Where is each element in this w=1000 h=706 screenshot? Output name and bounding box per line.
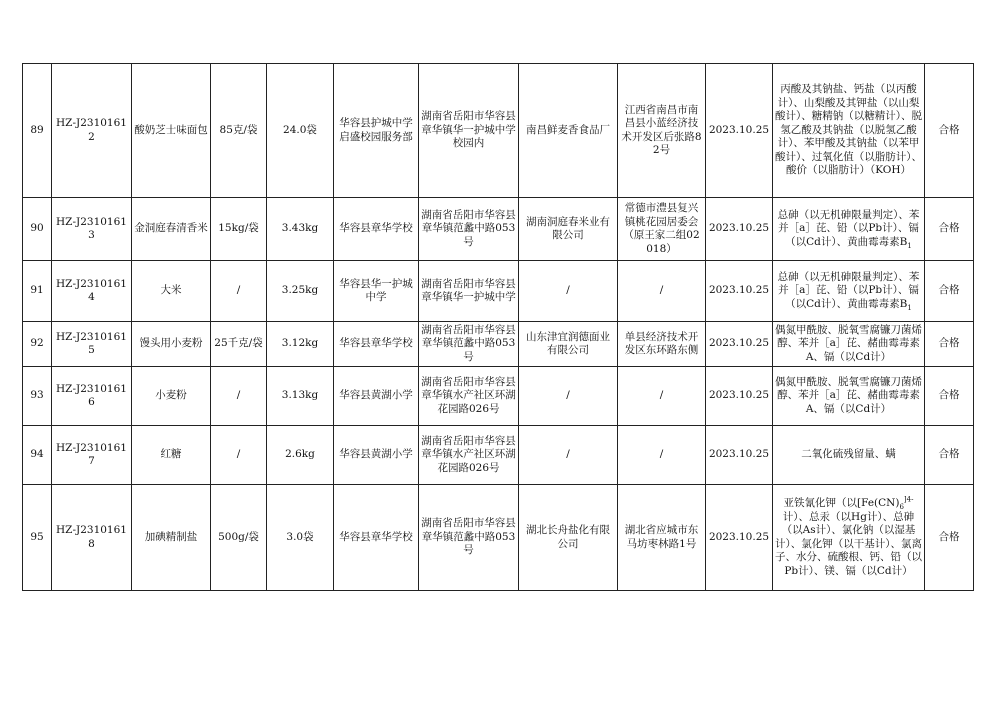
inspection-items: 偶氮甲酰胺、脱氧雪腐镰刀菌烯醇、苯并［a］芘、赭曲霉毒素A、镉（以Cd计） bbox=[773, 322, 925, 367]
table-row bbox=[23, 485, 974, 591]
sampling-date: 2023.10.25 bbox=[706, 367, 773, 426]
sample-code: HZ-J23101616 bbox=[52, 367, 132, 426]
sample-quantity: 3.0袋 bbox=[267, 485, 334, 591]
row-number: 95 bbox=[23, 485, 52, 591]
result: 合格 bbox=[925, 261, 974, 322]
table-row bbox=[23, 198, 974, 261]
product-name: 小麦粉 bbox=[132, 367, 211, 426]
result: 合格 bbox=[925, 485, 974, 591]
sampled-unit: 华容县护城中学启盛校园服务部 bbox=[334, 64, 419, 198]
product-name: 红糖 bbox=[132, 426, 211, 485]
result: 合格 bbox=[925, 64, 974, 198]
manufacturer-address: / bbox=[618, 426, 706, 485]
inspection-items: 丙酸及其钠盐、钙盐（以丙酸计）、山梨酸及其钾盐（以山梨酸计）、糖精钠（以糖精计）、脱氢乙酸及其钠盐（以脱氢乙酸计）、苯甲酸及其钠盐（以苯甲酸计）、过氧化值（以脂肪计）、酸价（以脂肪计）（KOH） bbox=[773, 64, 925, 198]
manufacturer: / bbox=[519, 426, 618, 485]
sampling-date: 2023.10.25 bbox=[706, 322, 773, 367]
manufacturer-address: / bbox=[618, 367, 706, 426]
manufacturer: 湖北长舟盐化有限公司 bbox=[519, 485, 618, 591]
specification: 85克/袋 bbox=[211, 64, 267, 198]
row-number: 91 bbox=[23, 261, 52, 322]
manufacturer-address: 江西省南昌市南昌县小蓝经济技术开发区后张路82号 bbox=[618, 64, 706, 198]
manufacturer: 湖南洞庭春米业有限公司 bbox=[519, 198, 618, 261]
sampled-unit: 华容县章华学校 bbox=[334, 198, 419, 261]
sampled-address: 湖南省岳阳市华容县章华镇范蠡中路053号 bbox=[419, 485, 519, 591]
result: 合格 bbox=[925, 426, 974, 485]
sample-code: HZ-J23101612 bbox=[52, 64, 132, 198]
sampled-address: 湖南省岳阳市华容县章华镇范蠡中路053号 bbox=[419, 198, 519, 261]
manufacturer: / bbox=[519, 261, 618, 322]
sampled-address: 湖南省岳阳市华容县章华镇华一护城中学 bbox=[419, 261, 519, 322]
row-number: 90 bbox=[23, 198, 52, 261]
sample-quantity: 3.13kg bbox=[267, 367, 334, 426]
sample-code: HZ-J23101617 bbox=[52, 426, 132, 485]
product-name: 金洞庭春清香米 bbox=[132, 198, 211, 261]
sample-quantity: 24.0袋 bbox=[267, 64, 334, 198]
product-name: 加碘精制盐 bbox=[132, 485, 211, 591]
manufacturer: 山东津宜润德面业有限公司 bbox=[519, 322, 618, 367]
product-name: 馒头用小麦粉 bbox=[132, 322, 211, 367]
sample-quantity: 3.12kg bbox=[267, 322, 334, 367]
manufacturer: / bbox=[519, 367, 618, 426]
inspection-items-text: 总砷（以无机砷限量判定）、苯并［a］芘、铅（以Pb计）、镉（以Cd计）、黄曲霉毒素B bbox=[777, 208, 920, 248]
table-row bbox=[23, 426, 974, 485]
sample-quantity: 3.43kg bbox=[267, 198, 334, 261]
inspection-items-text-cont: 计）、总汞（以Hg计）、总砷（以As计）、氯化钠（以湿基计）、氯化钾（以干基计）、氯离子、水分、硫酸根、钙、铅（以Pb计）、镁、镉（以Cd计） bbox=[775, 510, 922, 577]
specification: / bbox=[211, 367, 267, 426]
subscript: 1 bbox=[907, 241, 912, 250]
result: 合格 bbox=[925, 322, 974, 367]
sampling-date: 2023.10.25 bbox=[706, 261, 773, 322]
table-row bbox=[23, 261, 974, 322]
manufacturer-address: 湖北省应城市东马坊枣林路1号 bbox=[618, 485, 706, 591]
row-number: 92 bbox=[23, 322, 52, 367]
row-number: 94 bbox=[23, 426, 52, 485]
specification: / bbox=[211, 261, 267, 322]
product-name: 酸奶芝士味面包 bbox=[132, 64, 211, 198]
sample-quantity: 3.25kg bbox=[267, 261, 334, 322]
sampling-date: 2023.10.25 bbox=[706, 64, 773, 198]
manufacturer-address: 单县经济技术开发区东环路东侧 bbox=[618, 322, 706, 367]
row-number: 89 bbox=[23, 64, 52, 198]
table-row bbox=[23, 367, 974, 426]
inspection-items: 偶氮甲酰胺、脱氧雪腐镰刀菌烯醇、苯并［a］芘、赭曲霉毒素A、镉（以Cd计） bbox=[773, 367, 925, 426]
manufacturer: 南昌鲜麦香食品厂 bbox=[519, 64, 618, 198]
sampled-address: 湖南省岳阳市华容县章华镇范蠡中路053号 bbox=[419, 322, 519, 367]
inspection-results-table bbox=[22, 63, 974, 591]
inspection-items-text: 亚铁氰化钾（以[Fe(CN) bbox=[783, 497, 900, 509]
sampling-date: 2023.10.25 bbox=[706, 426, 773, 485]
subscript: 6 bbox=[899, 503, 904, 512]
sample-code: HZ-J23101615 bbox=[52, 322, 132, 367]
sampled-address: 湖南省岳阳市华容县章华镇水产社区环湖花园路026号 bbox=[419, 426, 519, 485]
specification: 500g/袋 bbox=[211, 485, 267, 591]
sampled-unit: 华容县华一护城中学 bbox=[334, 261, 419, 322]
sampling-date: 2023.10.25 bbox=[706, 198, 773, 261]
sampled-unit: 华容县黄湖小学 bbox=[334, 367, 419, 426]
sampled-unit: 华容县章华学校 bbox=[334, 485, 419, 591]
inspection-items: 二氧化硫残留量、螨 bbox=[773, 426, 925, 485]
sampled-unit: 华容县章华学校 bbox=[334, 322, 419, 367]
inspection-items-text: 总砷（以无机砷限量判定）、苯并［a］芘、铅（以Pb计）、镉（以Cd计）、黄曲霉毒素B bbox=[777, 270, 920, 310]
inspection-items bbox=[773, 485, 925, 591]
sampled-address: 湖南省岳阳市华容县章华镇华一护城中学校园内 bbox=[419, 64, 519, 198]
specification: 25千克/袋 bbox=[211, 322, 267, 367]
table-row bbox=[23, 322, 974, 367]
specification: / bbox=[211, 426, 267, 485]
row-number: 93 bbox=[23, 367, 52, 426]
result: 合格 bbox=[925, 367, 974, 426]
subscript: 1 bbox=[907, 303, 912, 312]
product-name: 大米 bbox=[132, 261, 211, 322]
manufacturer-address: 常德市澧县复兴镇桃花园居委会（原王家二组02018） bbox=[618, 198, 706, 261]
sample-code: HZ-J23101614 bbox=[52, 261, 132, 322]
sampling-date: 2023.10.25 bbox=[706, 485, 773, 591]
sample-code: HZ-J23101618 bbox=[52, 485, 132, 591]
table-row bbox=[23, 64, 974, 198]
sample-code: HZ-J23101613 bbox=[52, 198, 132, 261]
inspection-items bbox=[773, 198, 925, 261]
sampled-address: 湖南省岳阳市华容县章华镇水产社区环湖花园路026号 bbox=[419, 367, 519, 426]
superscript: ]4- bbox=[903, 495, 914, 504]
specification: 15kg/袋 bbox=[211, 198, 267, 261]
sample-quantity: 2.6kg bbox=[267, 426, 334, 485]
inspection-items bbox=[773, 261, 925, 322]
sampled-unit: 华容县黄湖小学 bbox=[334, 426, 419, 485]
manufacturer-address: / bbox=[618, 261, 706, 322]
result: 合格 bbox=[925, 198, 974, 261]
